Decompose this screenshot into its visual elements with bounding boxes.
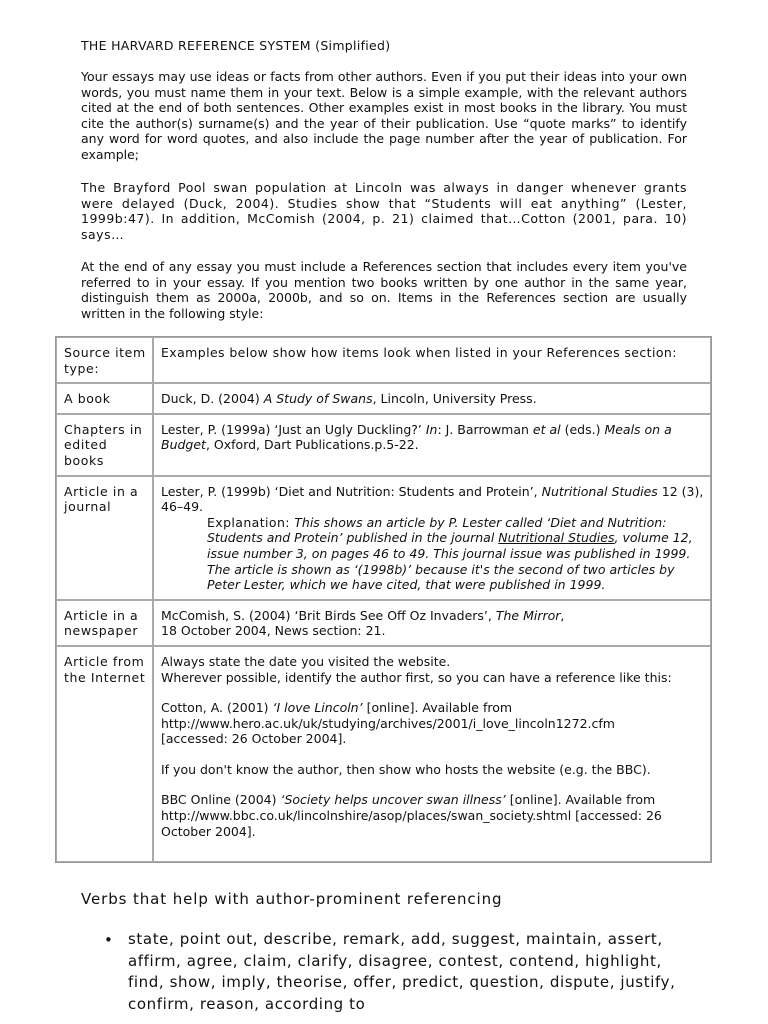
source-type-journal: Article in a journal bbox=[56, 476, 153, 600]
header-examples: Examples below show how items look when listed in your References section: bbox=[153, 337, 711, 383]
verbs-heading: Verbs that help with author-prominent referencing bbox=[81, 890, 503, 908]
example-book: Duck, D. (2004) A Study of Swans, Lincoln, University Press. bbox=[153, 383, 711, 414]
source-type-internet: Article from the Internet bbox=[56, 646, 153, 862]
verbs-list: state, point out, describe, remark, add, suggest, maintain, assert, affirm, agree, claim, clarify, disagree, contest, contend, highlight, find, show, imply, theorise, offer, predict, question, dispute, justify, confirm, reason, according to bbox=[128, 930, 676, 1013]
header-source-type: Source item type: bbox=[56, 337, 153, 383]
source-type-chapters: Chapters in edited books bbox=[56, 414, 153, 476]
bullet-marker: • bbox=[104, 931, 113, 949]
table-row bbox=[56, 600, 711, 646]
example-internet: Always state the date you visited the website. Wherever possible, identify the author first, so you can have a reference like this: Cotton, A. (2001) ‘I love Lincoln’ [online]. Available from http://www.hero.ac.uk/uk/studying/archives/2001/i_love_lincoln1272.cfm [accessed: 26 October 2004]. If you don't know the author, then show who hosts the website (e.g. the BBC). BBC Online (2004) ‘Society helps uncover swan illness’ [online]. Available from http://www.bbc.co.uk/lincolnshire/asop/places/swan_society.shtml [accessed: 26 October 2004]. bbox=[153, 646, 711, 862]
document-title: THE HARVARD REFERENCE SYSTEM (Simplified) bbox=[81, 38, 391, 53]
table-row bbox=[56, 646, 711, 862]
example-journal: Lester, P. (1999b) ‘Diet and Nutrition: Students and Protein’, Nutritional Studies 12 (3), 46–49. Explanation: This shows an article by P. Lester called ‘Diet and Nutrition: Students and Protein’ published in the journal Nutritional Studies, volume 12, issue number 3, on pages 46 to 49. This journal issue was published in 1999. The article is shown as ‘(1998b)’ because it's the second of two articles by Peter Lester, which we have cited, that were published in 1999. bbox=[153, 476, 711, 600]
table-row bbox=[56, 337, 711, 383]
table-row bbox=[56, 476, 711, 600]
example-chapters: Lester, P. (1999a) ‘Just an Ugly Duckling?’ In: J. Barrowman et al (eds.) Meals on a Budget, Oxford, Dart Publications.p.5-22. bbox=[153, 414, 711, 476]
references-paragraph: At the end of any essay you must include a References section that includes every item you've referred to in your essay. If you mention two books written by one author in the same year, distinguish them as 2000a, 2000b, and so on. Items in the References section are usually written in the following style: bbox=[81, 259, 687, 321]
journal-explanation: Explanation: This shows an article by P. Lester called ‘Diet and Nutrition: Students and Protein’ published in the journal Nutritional Studies, volume 12, issue number 3, on pages 46 to 49. This journal issue was published in 1999. The article is shown as ‘(1998b)’ because it's the second of two articles by Peter Lester, which we have cited, that were published in 1999. bbox=[207, 514, 693, 593]
source-type-newspaper: Article in a newspaper bbox=[56, 600, 153, 646]
example-paragraph: The Brayford Pool swan population at Lincoln was always in danger whenever grants were delayed (Duck, 2004). Studies show that “Students will eat anything” (Lester, 1999b:47). In addition, McComish (2004, p. 21) claimed that…Cotton (2001, para. 10) says… bbox=[81, 180, 687, 242]
source-type-book: A book bbox=[56, 383, 153, 414]
reference-table bbox=[55, 336, 712, 863]
table-row bbox=[56, 414, 711, 476]
intro-paragraph: Your essays may use ideas or facts from other authors. Even if you put their ideas into your own words, you must name them in your text. Below is a simple example, with the relevant authors cited at the end of both sentences. Other examples exist in most books in the library. You must cite the author(s) surname(s) and the year of their publication. Use “quote marks” to identify any word for word quotes, and also include the page number after the year of publication. For example; bbox=[81, 69, 687, 162]
cotton-url: http://www.hero.ac.uk/uk/studying/archives/2001/i_love_lincoln1272.cfm bbox=[161, 715, 615, 731]
example-newspaper: McComish, S. (2004) ‘Brit Birds See Off Oz Invaders’, The Mirror, 18 October 2004, News section: 21. bbox=[153, 600, 711, 646]
table-row bbox=[56, 383, 711, 414]
